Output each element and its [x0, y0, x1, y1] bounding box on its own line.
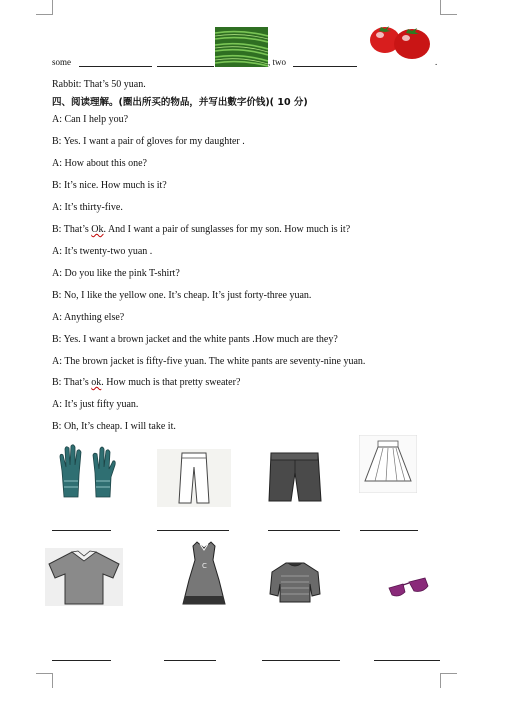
two-word: two	[272, 57, 286, 67]
answer-blank[interactable]	[293, 65, 357, 67]
dialogue-text: B: That’s	[52, 224, 92, 235]
shorts-image	[266, 449, 324, 507]
dialogue-line: A: Can I help you?	[52, 114, 129, 125]
tomatoes-image	[366, 22, 432, 62]
spellcheck-word: Ok	[91, 224, 104, 235]
some-label: some	[52, 57, 71, 67]
crop-mark-bottom-left	[36, 673, 53, 688]
dialogue-text: . And I want a pair of sunglasses for my son. How much is it?	[103, 224, 351, 235]
rabbit-line: Rabbit: That’s 50 yuan.	[52, 79, 146, 90]
dialogue-line: A: How about this one?	[52, 158, 147, 169]
dialogue-line	[52, 376, 240, 389]
pants-image	[157, 449, 231, 507]
dialogue-line: A: Do you like the pink T-shirt?	[52, 268, 180, 279]
answer-blank[interactable]	[52, 659, 111, 661]
dialogue-line: B: Yes. I want a brown jacket and the white pants .How much are they?	[52, 334, 338, 345]
answer-blank[interactable]	[262, 659, 340, 661]
answer-blank[interactable]	[164, 659, 216, 661]
answer-blank[interactable]	[360, 529, 418, 531]
dialogue-line: B: Oh, It’s cheap. I will take it.	[52, 421, 176, 432]
dress-letter: C	[202, 562, 207, 570]
t-shirt-image	[45, 548, 123, 606]
period: .	[435, 57, 438, 67]
green-beans-image	[215, 27, 268, 67]
dialogue-text: . How much is that pretty sweater?	[101, 377, 241, 388]
dialogue-line	[52, 223, 350, 236]
spellcheck-word: ok	[91, 377, 102, 388]
answer-blank[interactable]	[374, 659, 440, 661]
dialogue-line: B: Yes. I want a pair of gloves for my daughter .	[52, 136, 245, 147]
dialogue-line: A: It’s just fifty yuan.	[52, 399, 139, 410]
crop-mark-top-left	[36, 0, 53, 15]
sweater-image	[268, 560, 322, 605]
answer-blank[interactable]	[157, 529, 229, 531]
dialogue-line: A: The brown jacket is fifty-five yuan. The white pants are seventy-nine yuan.	[52, 356, 366, 367]
answer-blank[interactable]	[157, 65, 214, 67]
gloves-image	[58, 443, 118, 501]
dialogue-line: A: Anything else?	[52, 312, 125, 323]
dress-image	[181, 540, 227, 610]
dialogue-line: B: No, I like the yellow one. It’s cheap. It’s just forty-three yuan.	[52, 290, 312, 301]
answer-blank[interactable]	[52, 529, 111, 531]
answer-blank[interactable]	[79, 65, 152, 67]
dialogue-line: A: It’s thirty-five.	[52, 202, 123, 213]
section-heading: 四、阅读理解。(圈出所买的物品，并写出數字价钱)( 10 分)	[52, 97, 308, 108]
dialogue-line: A: It’s twenty-two yuan .	[52, 246, 153, 257]
crop-mark-top-right	[440, 0, 457, 15]
skirt-image	[359, 435, 417, 493]
dialogue-line: B: It’s nice. How much is it?	[52, 180, 167, 191]
sunglasses-image	[387, 576, 431, 602]
crop-mark-bottom-right	[440, 673, 457, 688]
two-label: , two	[268, 57, 286, 67]
answer-blank[interactable]	[268, 529, 340, 531]
dialogue-text: B: That’s	[52, 377, 92, 388]
